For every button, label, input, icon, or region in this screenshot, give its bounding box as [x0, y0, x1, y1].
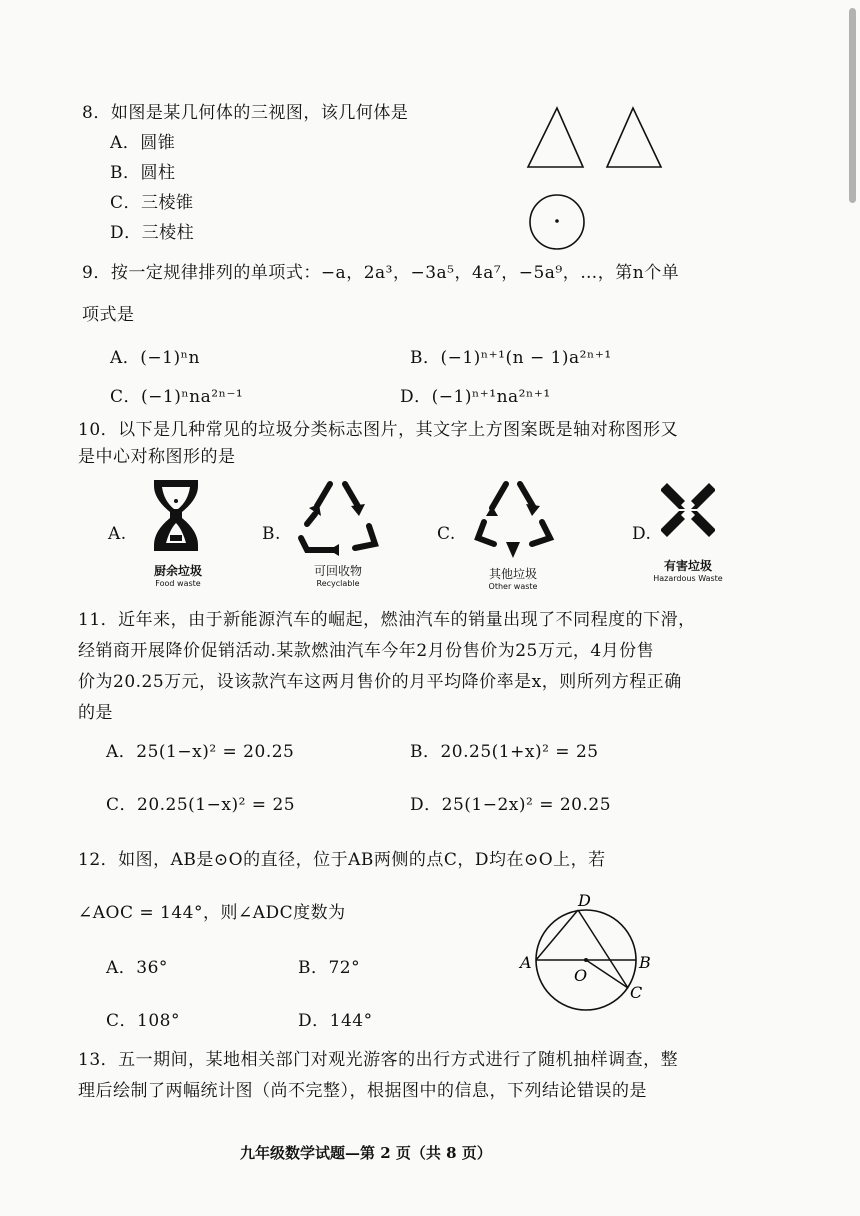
- q8-option-b: B．圆柱: [110, 163, 176, 183]
- q12-option-d: D．144°: [298, 1011, 373, 1031]
- three-views-figure: [525, 105, 665, 260]
- page-footer: 九年级数学试题—第 2 页（共 8 页）: [240, 1144, 492, 1162]
- q10-caption-b-en: Recyclable: [316, 579, 360, 588]
- hourglass-icon: [148, 477, 204, 557]
- label-b: B: [639, 953, 651, 972]
- q13-line-1: 13．五一期间，某地相关部门对观光游客的出行方式进行了随机抽样调查，整: [78, 1050, 679, 1070]
- q10-letter-a: A.: [108, 524, 127, 544]
- label-o: O: [574, 966, 588, 985]
- q10-caption-a-en: Food waste: [155, 579, 201, 588]
- center-point: [584, 958, 588, 962]
- q8-option-d: D．三棱柱: [110, 223, 195, 243]
- top-view-center-dot: [555, 219, 559, 223]
- label-c: C: [630, 983, 643, 1002]
- other-waste-icon: [470, 476, 556, 564]
- q9-option-b: B．(−1)ⁿ⁺¹(n − 1)a²ⁿ⁺¹: [410, 348, 612, 368]
- q12-option-a: A．36°: [106, 958, 168, 978]
- circle-figure: [518, 888, 668, 1018]
- q10-letter-d: D.: [632, 524, 652, 544]
- side-view-triangle: [607, 108, 661, 167]
- q11-line-1: 11．近年来，由于新能源汽车的崛起，燃油汽车的销量出现了不同程度的下滑，: [78, 610, 696, 630]
- q10-letter-c: C.: [437, 524, 456, 544]
- q11-option-d: D．25(1−2x)² = 20.25: [410, 795, 612, 815]
- q9-stem: 9．按一定规律排列的单项式：−a，2a³，−3a⁵，4a⁷，−5a⁹，…，第n个单: [82, 263, 680, 283]
- q10-stem-cont: 是中心对称图形的是: [78, 447, 236, 467]
- q10-caption-c-en: Other waste: [488, 582, 538, 591]
- q9-option-d: D．(−1)ⁿ⁺¹na²ⁿ⁺¹: [400, 387, 551, 407]
- q10-caption-c-cn: 其他垃圾: [488, 567, 537, 581]
- q10-caption-b-cn: 可回收物: [313, 564, 362, 578]
- q12-option-b: B．72°: [298, 958, 361, 978]
- q10-letter-b: B.: [262, 524, 281, 544]
- q11-option-b: B．20.25(1+x)² = 25: [410, 742, 599, 762]
- hazardous-icon: [659, 481, 717, 539]
- recycle-icon: [295, 476, 381, 556]
- scrollbar[interactable]: [849, 8, 856, 203]
- q11-line-2: 经销商开展降价促销活动.某款燃油汽车今年2月份售价为25万元，4月份售: [78, 641, 655, 661]
- q12-line-1: 12．如图，AB是⊙O的直径，位于AB两侧的点C，D均在⊙O上，若: [78, 850, 606, 870]
- q10-caption-d-cn: 有害垃圾: [663, 559, 712, 573]
- q9-stem-cont: 项式是: [82, 305, 135, 325]
- front-view-triangle: [528, 108, 583, 167]
- label-a: A: [520, 953, 532, 972]
- q10-caption-d-en: Hazardous Waste: [653, 574, 723, 583]
- q11-line-3: 价为20.25万元，设该款汽车这两月售价的月平均降价率是x，则所列方程正确: [78, 672, 682, 692]
- q8-stem: 8．如图是某几何体的三视图，该几何体是: [82, 103, 409, 123]
- q11-option-a: A．25(1−x)² = 20.25: [106, 742, 295, 762]
- q9-option-a: A．(−1)ⁿn: [110, 348, 200, 368]
- label-d: D: [578, 891, 591, 910]
- segment-oc: [586, 960, 628, 988]
- q8-option-a: A．圆锥: [110, 133, 176, 153]
- q11-line-4: 的是: [78, 703, 113, 723]
- q8-option-c: C．三棱锥: [110, 193, 194, 213]
- q12-line-2: ∠AOC = 144°，则∠ADC度数为: [78, 903, 346, 923]
- q10-stem: 10．以下是几种常见的垃圾分类标志图片，其文字上方图案既是轴对称图形又: [78, 420, 679, 440]
- q9-option-c: C．(−1)ⁿna²ⁿ⁻¹: [110, 387, 244, 407]
- q10-caption-a-cn: 厨余垃圾: [153, 564, 202, 578]
- q13-line-2: 理后绘制了两幅统计图（尚不完整），根据图中的信息，下列结论错误的是: [78, 1081, 647, 1101]
- q12-option-c: C．108°: [106, 1011, 180, 1031]
- q11-option-c: C．20.25(1−x)² = 25: [106, 795, 296, 815]
